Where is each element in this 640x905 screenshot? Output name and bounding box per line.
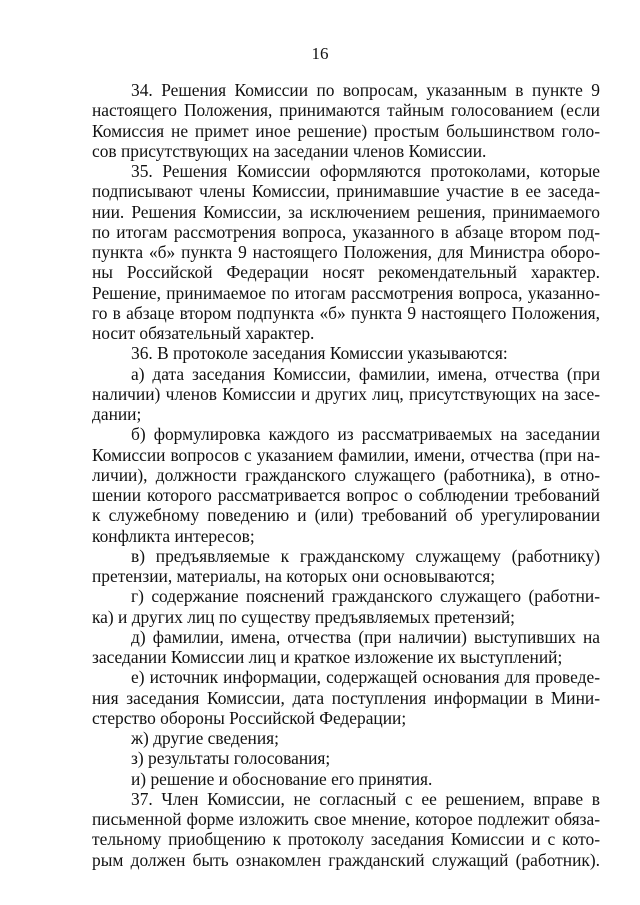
text-line: 37. Член Комиссии, не согласный с ее решением, вправе в xyxy=(131,788,600,809)
text-line: го в абзаце втором подпункта «б» пункта 9 настоящего Положения, xyxy=(92,302,600,323)
text-line: конфликта интересов; xyxy=(92,525,255,546)
text-line: Комиссия не примет иное решение) простым большинством голо- xyxy=(92,120,600,141)
page-number: 16 xyxy=(311,44,329,63)
text-line: наличии) членов Комиссии и других лиц, присутствующих на засе- xyxy=(92,383,600,404)
text-line: по итогам рассмотрения вопроса, указанного в абзаце втором под- xyxy=(92,221,600,242)
text-line: д) фамилии, имена, отчества (при наличии) выступивших на xyxy=(131,626,600,647)
text-line: ния заседания Комиссии, дата поступления информации в Мини- xyxy=(92,687,600,708)
text-line: письменной форме изложить свое мнение, которое подлежит обяза- xyxy=(92,809,600,829)
text-line: носит обязательный характер. xyxy=(92,323,315,343)
text-line: нии. Решения Комиссии, за исключением решения, принимаемого xyxy=(92,201,600,222)
text-line: к служебному поведению и (или) требований об урегулировании xyxy=(92,505,600,526)
text-line: пункта «б» пункта 9 настоящего Положения, для Министра оборо- xyxy=(92,242,600,262)
text-line: претензии, материалы, на которых они основываются; xyxy=(92,566,496,586)
text-line: 36. В протоколе заседания Комиссии указываются: xyxy=(131,343,508,364)
text-line: заседании Комиссии лиц и краткое изложение их выступлений; xyxy=(92,647,563,667)
text-line: Решение, принимаемое по итогам рассмотрения вопроса, указанно- xyxy=(92,282,600,303)
text-line: шении которого рассматривается вопрос о соблюдении требований xyxy=(92,485,600,505)
text-line: ка) и других лиц по существу предъявляемых претензий; xyxy=(92,606,515,627)
text-line: настоящего Положения, принимаются тайным голосованием (если xyxy=(92,100,600,121)
document-body xyxy=(92,80,600,870)
text-line: и) решение и обоснование его принятия. xyxy=(131,768,433,789)
text-line: 34. Решения Комиссии по вопросам, указанным в пункте 9 xyxy=(131,80,600,100)
text-line: а) дата заседания Комиссии, фамилии, имена, отчества (при xyxy=(131,363,600,384)
text-line: сов присутствующих на заседании членов Комиссии. xyxy=(92,140,487,161)
text-line: г) содержание пояснений гражданского служащего (работни- xyxy=(131,586,600,607)
text-line: личии), должности гражданского служащего (работника), в отно- xyxy=(92,464,600,485)
text-line: з) результаты голосования; xyxy=(131,748,331,769)
text-line: Комиссии вопросов с указанием фамилии, имени, отчества (при на- xyxy=(92,444,600,465)
text-line: дании; xyxy=(92,404,142,424)
text-line: б) формулировка каждого из рассматриваемых на заседании xyxy=(131,424,600,445)
text-line: 35. Решения Комиссии оформляются протоколами, которые xyxy=(131,161,600,181)
text-line: подписывают члены Комиссии, принимавшие участие в ее заседа- xyxy=(92,181,600,202)
text-line: в) предъявляемые к гражданскому служащему (работнику) xyxy=(131,545,600,566)
text-line: тельному приобщению к протоколу заседания Комиссии и с кото- xyxy=(92,829,600,850)
text-line: ны Российской Федерации носят рекомендательный характер. xyxy=(92,262,600,283)
text-line: рым должен быть ознакомлен гражданский служащий (работник). xyxy=(92,849,600,870)
text-line: стерство обороны Российской Федерации; xyxy=(92,707,407,728)
text-line: ж) другие сведения; xyxy=(131,728,279,748)
text-line: е) источник информации, содержащей основания для проведе- xyxy=(131,667,600,688)
